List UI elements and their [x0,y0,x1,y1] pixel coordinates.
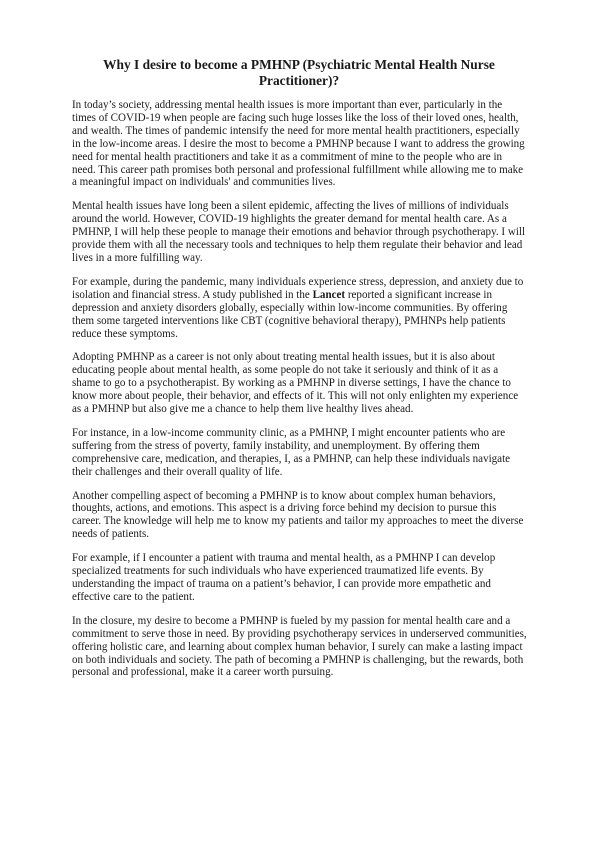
document-body [72,99,528,690]
paragraph-conclusion: In the closure, my desire to become a PMHNP is fueled by my passion for mental health care and a commitment to serve those in need. By providing psychotherapy services in underserved communities, offering holistic care, and learning about complex human behavior, I surely can make a lasting impact on both individuals and society. The path of becoming a PMHNP is challenging, but the rewards, both personal and professional, make it a career worth pursuing. [72,614,527,679]
document-title: Why I desire to become a PMHNP (Psychiatric Mental Health Nurse Practitioner)? [103,57,495,88]
paragraph-text: reported a significant increase in depression and anxiety disorders globally, especially within low-income communities. By offering them some targeted interventions like CBT (cognitive behavioral therapy), PMHNPs help patients reduce these symptoms. [72,288,508,340]
paragraph-education: Adopting PMHNP as a career is not only about treating mental health issues, but it is also about educating people about mental health, as some people do not take it seriously and think of it as a shame to go to a psychotherapist. By working as a PMHNP in diverse settings, I have the chance to know more about people, their behavior, and effects of it. This will not only enlighten my experience as a PMHNP but also give me a chance to help them live healthy lives ahead. [72,351,519,416]
paragraph-trauma-example: For example, if I encounter a patient with trauma and mental health, as a PMHNP I can develop specialized treatments for such individuals who have experienced traumatized life events. By understanding the impact of trauma on a patient’s behavior, I can provide more empathetic and effective care to the patient. [72,552,496,603]
paragraph-human-behavior: Another compelling aspect of becoming a PMHNP is to know about complex human behaviors, thoughts, actions, and emotions. This aspect is a driving force behind my decision to pursue this career. The knowledge will help me to know my patients and tailor my approaches to meet the diverse needs of patients. [72,489,524,541]
paragraph-pandemic-example [72,276,528,341]
paragraph-text: For example, during the pandemic, many individuals experience stress, depression, and anxiety due to isolation and financial stress. A study published in the [72,275,524,301]
paragraph-silent-epidemic: Mental health issues have long been a silent epidemic, affecting the lives of millions of individuals around the world. However, COVID-19 highlights the greater demand for mental health care. As a PMHNP, I will help these people to manage their emotions and behavior through psychotherapy. I will provide them with all the necessary tools and techniques to help them regulate their behavior and lead lives in a more fulfilling way. [72,200,526,264]
paragraph-community-clinic: For instance, in a low-income community clinic, as a PMHNP, I might encounter patients who are suffering from the stress of poverty, family instability, and unemployment. By offering them comprehensive care, medication, and therapies, I, as a PMHNP, can help these individuals navigate their challenges and their overall quality of life. [72,426,511,478]
journal-name: Lancet [312,288,346,301]
paragraph-intro: In today’s society, addressing mental health issues is more important than ever, particularly in the times of COVID-19 when people are facing such huge losses like the loss of their loved ones, health, and wealth. The times of pandemic intensify the need for more mental health practitioners, especially in the low-income areas. I desire the most to become a PMHNP because I want to address the growing need for mental health practitioners and take it as a commitment of mine to the people who are in need. This career path promises both personal and professional fulfillment while allowing me to make a meaningful impact on individuals' and communities lives. [72,99,525,189]
